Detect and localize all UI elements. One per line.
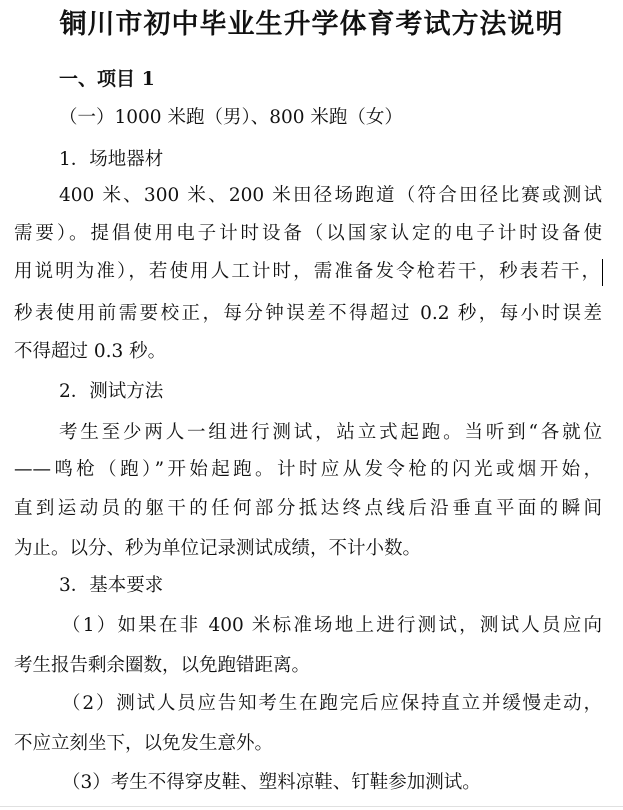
paragraph-line: 需要）。提倡使用电子计时设备（以国家认定的电子计时设备使 (14, 223, 602, 244)
requirement-line: 考生报告剩余圈数，以免跑错距离。 (14, 655, 311, 676)
paragraph-line: 400 米、300 米、200 米田径场跑道（符合田径比赛或测试 (59, 185, 602, 206)
paragraph-line: 为止。以分、秒为单位记录测试成绩，不计小数。 (14, 538, 422, 559)
heading-test-method: 2．测试方法 (59, 381, 164, 402)
paragraph-line: 不得超过 0.3 秒。 (14, 341, 167, 362)
heading-basic-requirements: 3．基本要求 (59, 575, 164, 596)
paragraph-line: ——鸣枪（跑）”开始起跑。计时应从发令枪的闪光或烟开始， (14, 459, 602, 480)
requirement-line: （3）考生不得穿皮鞋、塑料凉鞋、钉鞋参加测试。 (62, 772, 481, 793)
section-heading-item-1: 一、项目 1 (59, 68, 155, 90)
requirement-line: （2）测试人员应告知考生在跑完后应保持直立并缓慢走动， (62, 693, 602, 714)
paragraph-line: 秒表使用前需要校正，每分钟误差不得超过 0.2 秒，每小时误差 (14, 303, 602, 324)
text-cursor (602, 259, 603, 286)
requirement-line: （1）如果在非 400 米标准场地上进行测试，测试人员应向 (62, 615, 602, 636)
heading-venue-equipment: 1．场地器材 (59, 149, 164, 170)
document-title: 铜川市初中毕业生升学体育考试方法说明 (59, 9, 564, 40)
paragraph-line: 用说明为准），若使用人工计时，需准备发令枪若干，秒表若干， (14, 261, 600, 282)
paragraph-line: 考生至少两人一组进行测试，站立式起跑。当听到“各就位 (59, 422, 602, 443)
requirement-line: 不应立刻坐下，以免发生意外。 (14, 733, 274, 754)
subsection-heading-running: （一）1000 米跑（男）、800 米跑（女） (59, 107, 403, 128)
paragraph-line: 直到运动员的躯干的任何部分抵达终点线后沿垂直平面的瞬间 (14, 498, 602, 519)
page-bottom-rule (0, 806, 623, 807)
